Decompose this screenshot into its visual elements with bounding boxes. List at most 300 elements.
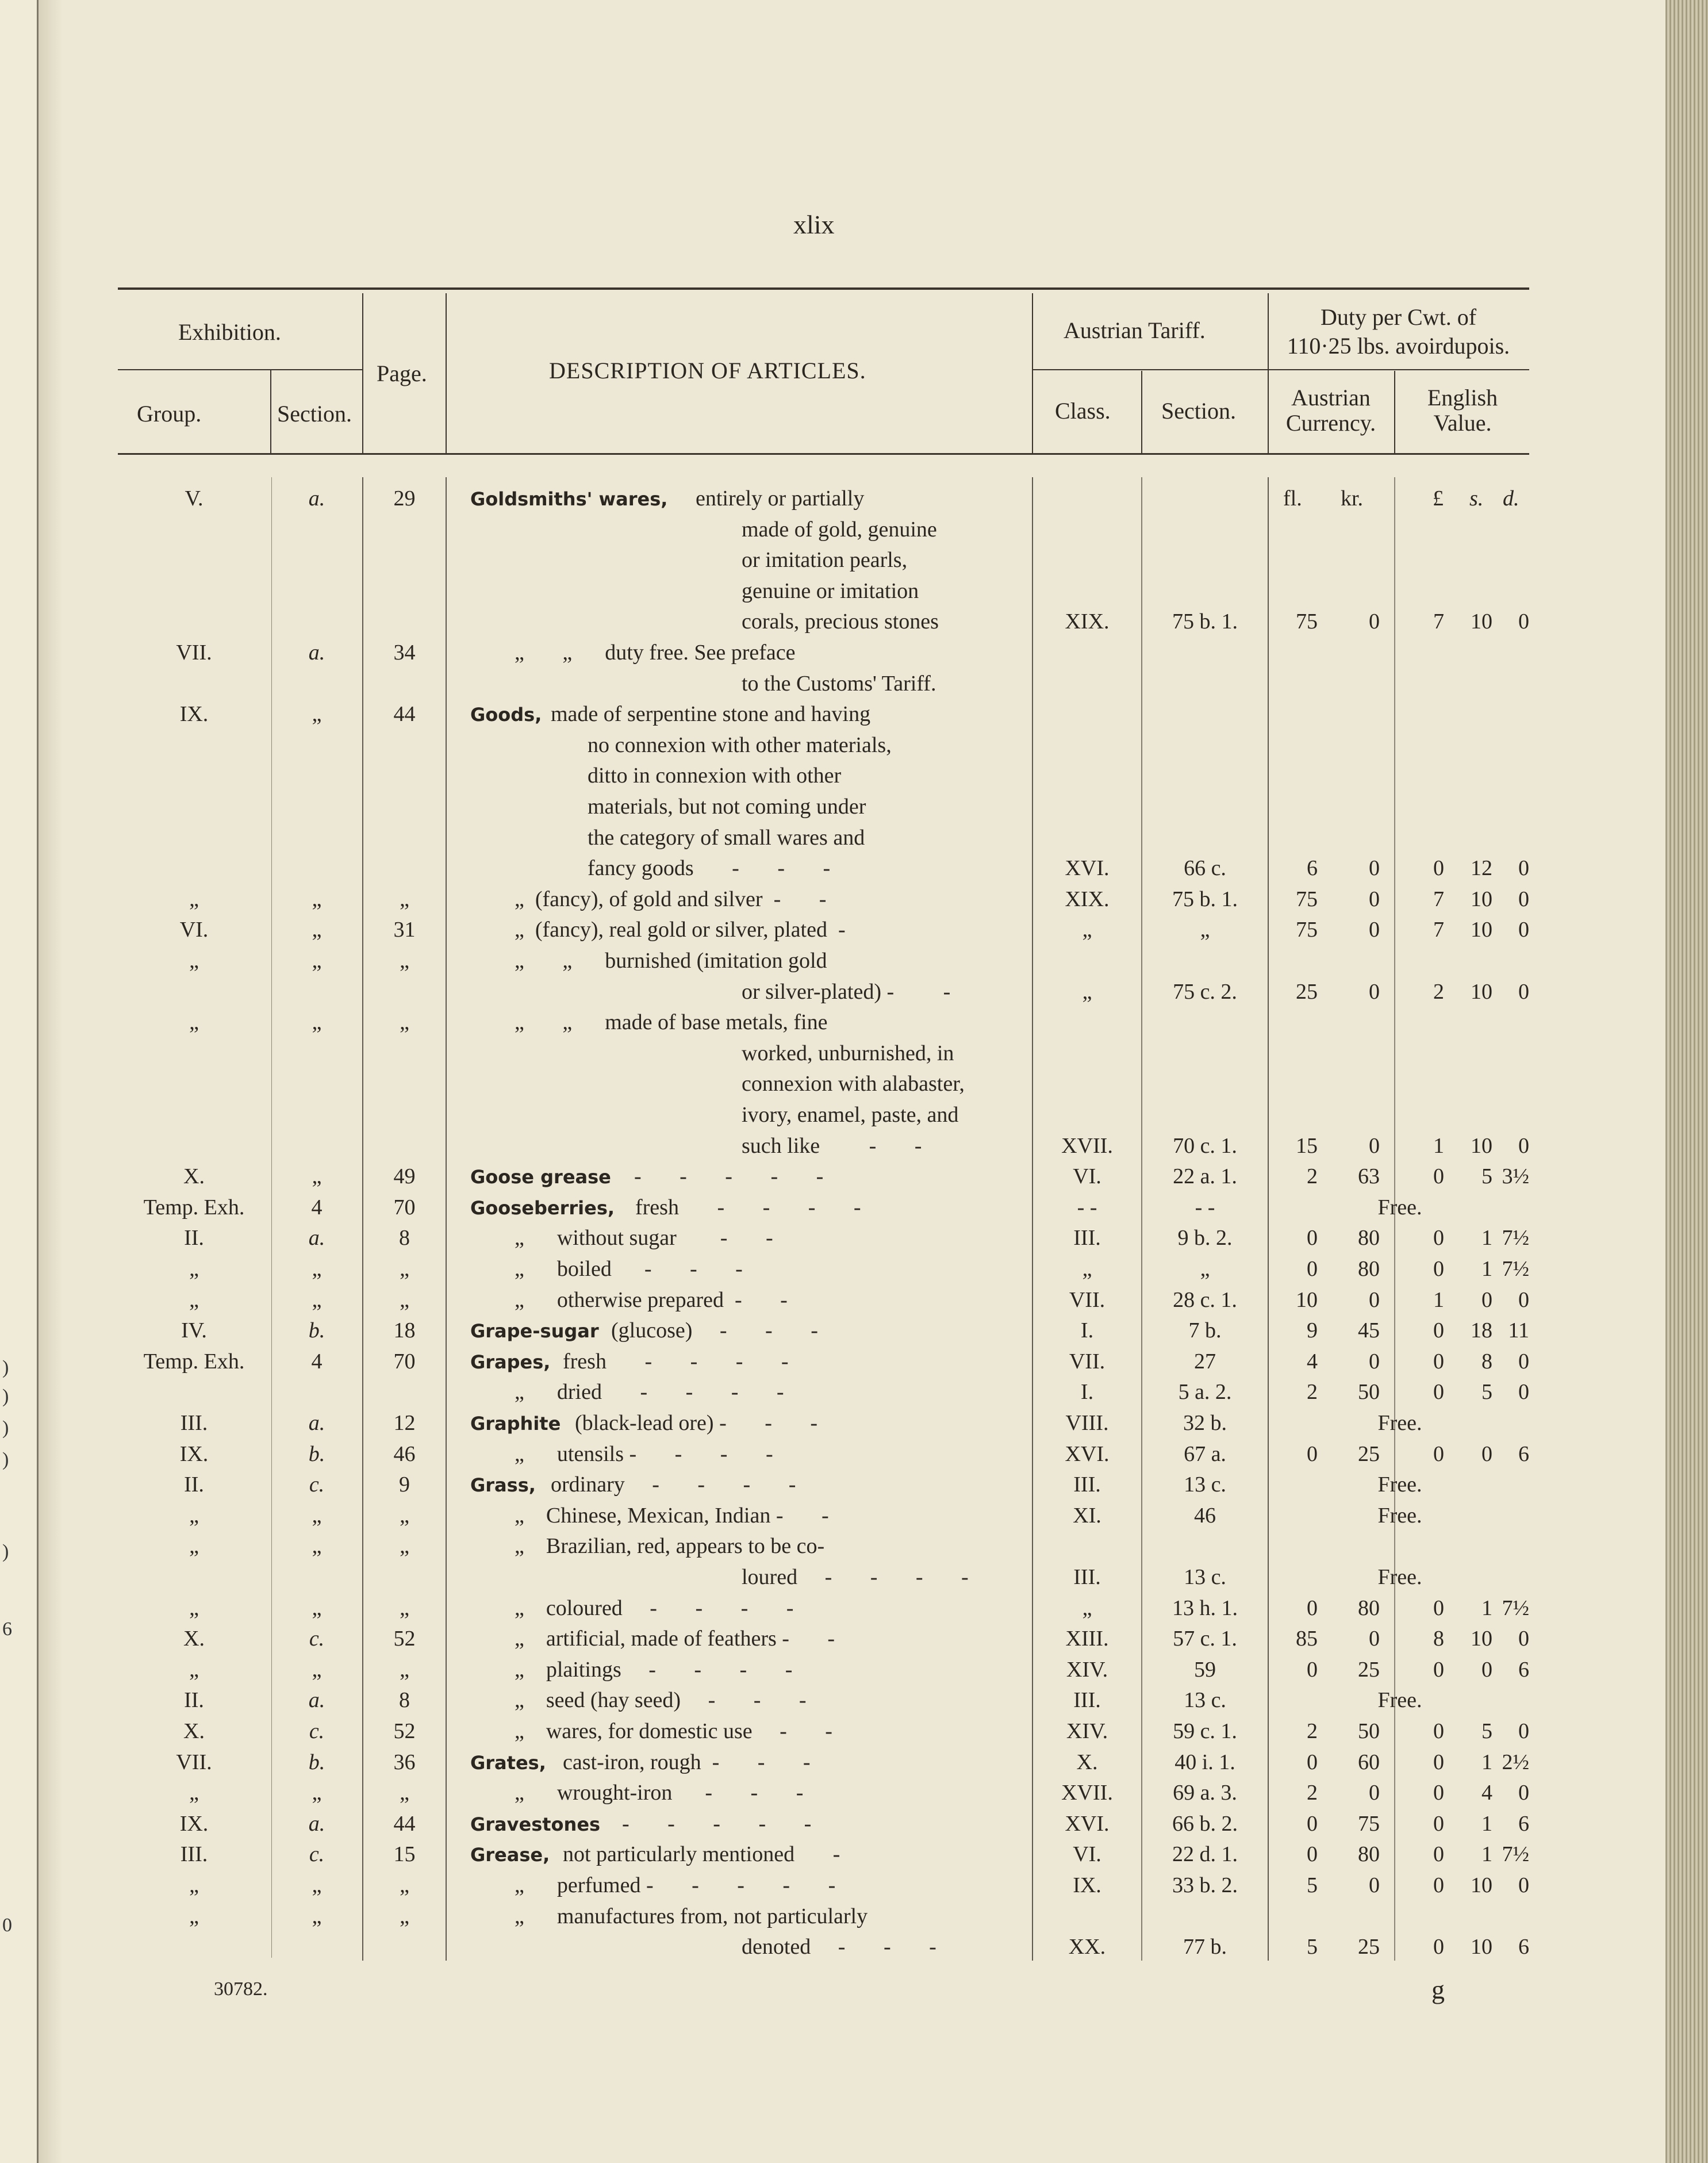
kreuzer-cell: 45 [1358,1318,1380,1343]
page-cell: „ [400,1873,409,1897]
description-text: cast-iron, rough - - - [563,1750,811,1774]
group-cell: III. [180,1842,208,1866]
tariff-section-cell: 66 c. [1184,856,1226,880]
pence-cell: 0 [1518,918,1529,942]
header-austrian-tariff: Austrian Tariff. [1064,317,1206,343]
adjacent-page-glyph: ) [2,1449,9,1470]
tariff-subrule [1032,369,1268,370]
page-cell: 31 [393,918,416,942]
group-cell: „ [189,1781,199,1805]
description-text: ordinary - - - - [551,1472,796,1497]
section-cell: c. [309,1472,325,1497]
shilling-cell: 4 [1481,1781,1492,1805]
tariff-class-cell: XIX. [1065,887,1110,911]
description-text: „ Chinese, Mexican, Indian - - [515,1504,829,1528]
pence-cell: 0 [1518,1380,1529,1404]
group-cell: IX. [179,702,209,726]
shilling-cell: 5 [1481,1719,1492,1743]
pound-cell: 0 [1433,1318,1444,1343]
description-text: such like - - [742,1134,922,1158]
description-text: „ seed (hay seed) - - - [515,1688,807,1712]
tariff-class-cell: XVI. [1065,1442,1110,1466]
pound-cell: 8 [1433,1627,1444,1651]
tariff-class-cell: IX. [1073,1873,1101,1897]
kreuzer-cell: 0 [1369,1134,1380,1158]
description-text: materials, but not coming under [588,795,866,819]
description-text: „ manufactures from, not particularly [515,1904,868,1928]
description-text: the category of small wares and [588,826,865,850]
shilling-cell: 5 [1481,1380,1492,1404]
kreuzer-cell: 25 [1358,1442,1380,1466]
print-code: 30782. [214,1978,268,2000]
kreuzer-cell: 50 [1358,1380,1380,1404]
page-number: xlix [793,210,835,239]
description-text: „ wrought-iron - - - [515,1781,804,1805]
section-cell: „ [312,1534,322,1558]
page-cell: „ [400,1010,409,1034]
section-cell: „ [312,1873,322,1897]
description-text: no connexion with other materials, [588,733,892,757]
page-cell: 9 [399,1472,410,1497]
section-cell: a. [308,1411,325,1435]
header-section: Section. [277,401,352,427]
section-cell: b. [308,1318,325,1343]
group-cell: X. [183,1719,205,1743]
florin-cell: 0 [1307,1226,1318,1250]
kreuzer-cell: 50 [1358,1719,1380,1743]
description-text: „ artificial, made of feathers - - [515,1627,835,1651]
shilling-cell: 10 [1471,609,1492,634]
description-text: or imitation pearls, [742,548,908,572]
tariff-class-cell: I. [1080,1318,1094,1343]
pence-cell: 7½ [1502,1842,1529,1866]
tariff-class-cell: XVII. [1061,1781,1113,1805]
page-cell: „ [400,887,409,911]
florin-cell: 0 [1307,1842,1318,1866]
kreuzer-cell: 0 [1369,1873,1380,1897]
description-text: made of serpentine stone and having [551,702,871,726]
pound-cell: 0 [1433,1442,1444,1466]
page-cell: 44 [393,1812,416,1836]
tariff-class-cell: „ [1082,1596,1092,1620]
signature-mark: g [1431,1975,1445,2004]
group-cell: VII. [176,1750,212,1774]
tariff-class-cell: VI. [1073,1164,1101,1188]
unit-pence: d. [1503,486,1519,511]
pound-cell: 7 [1433,609,1444,634]
group-cell: V. [185,486,204,511]
pence-cell: 6 [1518,1812,1529,1836]
header-english-value-2: Value. [1433,410,1492,436]
pound-cell: 0 [1433,1226,1444,1250]
pence-cell: 0 [1518,1288,1529,1312]
section-cell: „ [312,1010,322,1034]
kreuzer-cell: 63 [1358,1164,1380,1188]
florin-cell: 75 [1296,609,1318,634]
tariff-section-cell: 33 b. 2. [1172,1873,1238,1897]
description-text: ivory, enamel, paste, and [742,1103,959,1127]
shilling-cell: 1 [1481,1257,1492,1281]
page-cell: 8 [399,1688,410,1712]
page-cell: 52 [393,1627,416,1651]
page-cell: 34 [393,641,416,665]
tariff-section-cell: 27 [1194,1349,1216,1374]
group-cell: „ [189,1257,199,1281]
description-text: „ „ burnished (imitation gold [515,949,827,973]
header-bottom-rule [118,453,1529,455]
pound-cell: 0 [1433,1842,1444,1866]
shilling-cell: 10 [1471,1873,1492,1897]
florin-cell: 85 [1296,1627,1318,1651]
column-divider [1268,477,1269,1961]
group-cell: Temp. Exh. [143,1349,245,1374]
page-cell: 18 [393,1318,416,1343]
section-cell: 4 [311,1349,323,1374]
pound-cell: 1 [1433,1134,1444,1158]
pence-cell: 0 [1518,856,1529,880]
pence-cell: 11 [1508,1318,1529,1343]
tariff-class-cell: - - [1077,1195,1097,1219]
tariff-class-cell: VII. [1069,1349,1106,1374]
page-cell: 12 [393,1411,416,1435]
kreuzer-cell: 80 [1358,1596,1380,1620]
section-cell: b. [308,1750,325,1774]
pound-cell: 0 [1433,1812,1444,1836]
tariff-class-cell: X. [1076,1750,1098,1774]
kreuzer-cell: 0 [1369,918,1380,942]
pence-cell: 7½ [1502,1257,1529,1281]
description-text: „ utensils - - - - [515,1442,773,1466]
kreuzer-cell: 0 [1369,887,1380,911]
duty-free-cell: Free. [1377,1565,1422,1589]
page-cell: 70 [393,1195,416,1219]
tariff-class-cell: XIX. [1065,609,1110,634]
group-cell: „ [189,1010,199,1034]
florin-cell: 2 [1307,1719,1318,1743]
page-cell: 36 [393,1750,416,1774]
section-cell: „ [312,1904,322,1928]
group-cell: VI. [179,918,209,942]
pence-cell: 0 [1518,887,1529,911]
tariff-section-cell: 59 [1194,1658,1216,1682]
florin-cell: 10 [1296,1288,1318,1312]
pound-cell: 0 [1433,1750,1444,1774]
kreuzer-cell: 0 [1369,1349,1380,1374]
group-cell: III. [180,1411,208,1435]
tariff-class-cell: „ [1082,1257,1092,1281]
header-group: Group. [137,401,202,427]
florin-cell: 15 [1296,1134,1318,1158]
page-cell: „ [400,1504,409,1528]
adjacent-page-glyph: 0 [2,1915,12,1936]
unit-shilling: s. [1469,486,1484,511]
description-text: denoted - - - [742,1935,936,1959]
tariff-section-cell: 59 c. 1. [1173,1719,1237,1743]
tariff-class-cell: I. [1080,1380,1094,1404]
florin-cell: 25 [1296,980,1318,1004]
section-cell: a. [308,1812,325,1836]
florin-cell: 9 [1307,1318,1318,1343]
pound-cell: 0 [1433,1935,1444,1959]
adjacent-page-glyph: ) [2,1541,9,1562]
description-text: loured - - - - [742,1565,969,1589]
tariff-section-cell: 66 b. 2. [1172,1812,1238,1836]
shilling-cell: 0 [1481,1442,1492,1466]
section-cell: c. [309,1842,325,1866]
description-text: fresh - - - - [563,1349,789,1374]
shilling-cell: 0 [1481,1658,1492,1682]
tariff-class-cell: XVII. [1061,1134,1113,1158]
tariff-class-cell: III. [1073,1565,1101,1589]
group-cell: X. [183,1164,205,1188]
kreuzer-cell: 0 [1369,1627,1380,1651]
tariff-section-cell: 32 b. [1183,1411,1227,1435]
tariff-section-cell: - - [1195,1195,1215,1219]
tariff-section-cell: 75 b. 1. [1172,887,1238,911]
tariff-section-cell: 13 c. [1184,1688,1226,1712]
article-keyword: Grapes, [470,1351,551,1373]
florin-cell: 4 [1307,1349,1318,1374]
pence-cell: 0 [1518,1781,1529,1805]
duty-free-cell: Free. [1377,1472,1422,1497]
duty-free-cell: Free. [1377,1504,1422,1528]
description-text: „ coloured - - - - [515,1596,794,1620]
tariff-section-cell: 70 c. 1. [1173,1134,1237,1158]
tariff-section-cell: 46 [1194,1504,1216,1528]
section-cell: 4 [311,1195,323,1219]
pound-cell: 2 [1433,980,1444,1004]
kreuzer-cell: 75 [1358,1812,1380,1836]
adjacent-page-glyph: ) [2,1357,9,1378]
florin-cell: 2 [1307,1781,1318,1805]
shilling-cell: 1 [1481,1812,1492,1836]
group-cell: X. [183,1627,205,1651]
tariff-class-cell: XVI. [1065,856,1110,880]
group-cell: „ [189,1596,199,1620]
pound-cell: 0 [1433,1257,1444,1281]
column-divider [446,477,447,1961]
pound-cell: 0 [1433,1873,1444,1897]
description-text: „ (fancy), real gold or silver, plated - [515,918,846,942]
pence-cell: 0 [1518,1627,1529,1651]
shilling-cell: 10 [1471,918,1492,942]
tariff-class-cell: XVI. [1065,1812,1110,1836]
florin-cell: 75 [1296,918,1318,942]
description-text: made of gold, genuine [742,517,937,542]
page-cell: „ [400,1534,409,1558]
pence-cell: 0 [1518,1134,1529,1158]
description-text: fresh - - - - [635,1195,861,1219]
tariff-section-cell: „ [1200,918,1210,942]
description-text: „ without sugar - - [515,1226,773,1250]
group-cell: IX. [179,1442,209,1466]
article-keyword: Graphite [470,1413,561,1435]
description-text: not particularly mentioned - [563,1842,840,1866]
section-cell: „ [312,1781,322,1805]
page-stack-edge [1665,0,1708,2163]
unit-kreuzer: kr. [1341,486,1364,511]
section-cell: „ [312,1658,322,1682]
header-english-value: English [1427,385,1498,411]
pound-cell: 0 [1433,1719,1444,1743]
group-cell: VII. [176,641,212,665]
description-text: (glucose) - - - [611,1318,818,1343]
section-cell: „ [312,1504,322,1528]
kreuzer-cell: 80 [1358,1842,1380,1866]
group-cell: „ [189,1504,199,1528]
description-text: genuine or imitation [742,579,919,603]
pound-cell: 7 [1433,887,1444,911]
group-cell: „ [189,949,199,973]
pound-cell: 1 [1433,1288,1444,1312]
page-cell: „ [400,1257,409,1281]
section-cell: „ [312,1257,322,1281]
tariff-class-cell: III. [1073,1226,1101,1250]
florin-cell: 2 [1307,1380,1318,1404]
section-cell: „ [312,918,322,942]
description-text: „ dried - - - - [515,1380,784,1404]
group-cell: „ [189,1873,199,1897]
tariff-class-cell: XIII. [1065,1627,1109,1651]
description-text: (black-lead ore) - - - [575,1411,818,1435]
florin-cell: 5 [1307,1873,1318,1897]
section-cell: „ [312,949,322,973]
description-text: connexion with alabaster, [742,1072,965,1096]
group-cell: IX. [179,1812,209,1836]
section-cell: „ [312,887,322,911]
page-cell: 15 [393,1842,416,1866]
book-gutter [39,0,62,2163]
kreuzer-cell: 0 [1369,609,1380,634]
article-keyword: Goods, [470,704,542,726]
group-cell: „ [189,1288,199,1312]
pence-cell: 0 [1518,1349,1529,1374]
unit-pound: £ [1433,486,1444,511]
page-cell: 8 [399,1226,410,1250]
header-duty-line2: 110·25 lbs. avoirdupois. [1287,333,1510,359]
tariff-section-cell: 75 b. 1. [1172,609,1238,634]
group-cell: II. [184,1472,204,1497]
article-keyword: Grease, [470,1844,550,1866]
description-text: corals, precious stones [742,609,939,634]
tariff-section-cell: 5 a. 2. [1178,1380,1232,1404]
florin-cell: 0 [1307,1658,1318,1682]
description-text: to the Customs' Tariff. [742,672,936,696]
florin-cell: 0 [1307,1812,1318,1836]
page-cell: 52 [393,1719,416,1743]
page-cell: „ [400,1288,409,1312]
shilling-cell: 8 [1481,1349,1492,1374]
description-text: „ perfumed - - - - - [515,1873,836,1897]
section-cell: a. [308,641,325,665]
kreuzer-cell: 80 [1358,1257,1380,1281]
article-keyword: Gooseberries, [470,1197,615,1219]
page-cell: 29 [393,486,416,511]
article-keyword: Goose grease [470,1166,611,1188]
shilling-cell: 1 [1481,1750,1492,1774]
florin-cell: 0 [1307,1442,1318,1466]
kreuzer-cell: 0 [1369,1288,1380,1312]
page-cell: „ [400,949,409,973]
florin-cell: 2 [1307,1164,1318,1188]
pound-cell: 0 [1433,1380,1444,1404]
shilling-cell: 12 [1471,856,1492,880]
article-keyword: Grass, [470,1474,536,1496]
section-cell: „ [312,1596,322,1620]
page-cell: 49 [393,1164,416,1188]
section-cell: „ [312,1288,322,1312]
shilling-cell: 10 [1471,887,1492,911]
group-cell: Temp. Exh. [143,1195,245,1219]
kreuzer-cell: 80 [1358,1226,1380,1250]
pound-cell: 0 [1433,1781,1444,1805]
table-top-rule [118,287,1529,290]
tariff-section-cell: 22 a. 1. [1173,1164,1237,1188]
description-text: „ plaitings - - - - [515,1658,793,1682]
description-text: entirely or partially [696,486,865,511]
group-cell: IV. [181,1318,207,1343]
page-cell: „ [400,1596,409,1620]
pence-cell: 0 [1518,609,1529,634]
tariff-class-cell: „ [1082,980,1092,1004]
florin-cell: 0 [1307,1257,1318,1281]
unit-florin: fl. [1283,486,1302,511]
description-text: „ „ made of base metals, fine [515,1010,828,1034]
tariff-class-cell: XI. [1073,1504,1101,1528]
description-text: worked, unburnished, in [742,1041,954,1065]
description-text: „ boiled - - - [515,1257,743,1281]
tariff-section-cell: 13 h. 1. [1172,1596,1238,1620]
tariff-section-cell: 7 b. [1188,1318,1222,1343]
pound-cell: 0 [1433,1658,1444,1682]
pence-cell: 6 [1518,1658,1529,1682]
section-cell: c. [309,1719,325,1743]
duty-free-cell: Free. [1377,1688,1422,1712]
tariff-section-cell: 75 c. 2. [1173,980,1237,1004]
florin-cell: 5 [1307,1935,1318,1959]
description-text: „ Brazilian, red, appears to be co- [515,1534,825,1558]
shilling-cell: 1 [1481,1842,1492,1866]
kreuzer-cell: 0 [1369,856,1380,880]
description-text: - - - - - [611,1812,812,1836]
header-divider [1394,371,1395,454]
pound-cell: 0 [1433,1596,1444,1620]
page-cell: 44 [393,702,416,726]
section-cell: a. [308,486,325,511]
duty-free-cell: Free. [1377,1195,1422,1219]
header-divider [446,293,447,454]
header-austrian-currency: Austrian [1291,385,1371,411]
section-cell: „ [312,702,322,726]
tariff-section-cell: 28 c. 1. [1173,1288,1237,1312]
group-cell: „ [189,1534,199,1558]
description-text: „ otherwise prepared - - [515,1288,788,1312]
tariff-class-cell: „ [1082,918,1092,942]
tariff-class-cell: VIII. [1065,1411,1109,1435]
tariff-section-cell: 13 c. [1184,1565,1226,1589]
pound-cell: 0 [1433,1349,1444,1374]
group-cell: „ [189,1658,199,1682]
description-text: or silver-plated) - - [742,980,951,1004]
description-text: „ wares, for domestic use - - [515,1719,832,1743]
description-text: fancy goods - - - [588,856,831,880]
header-divider [1141,371,1142,454]
shilling-cell: 10 [1471,980,1492,1004]
page-cell: 70 [393,1349,416,1374]
description-text: „ „ duty free. See preface [515,641,796,665]
pence-cell: 2½ [1502,1750,1529,1774]
shilling-cell: 0 [1481,1288,1492,1312]
